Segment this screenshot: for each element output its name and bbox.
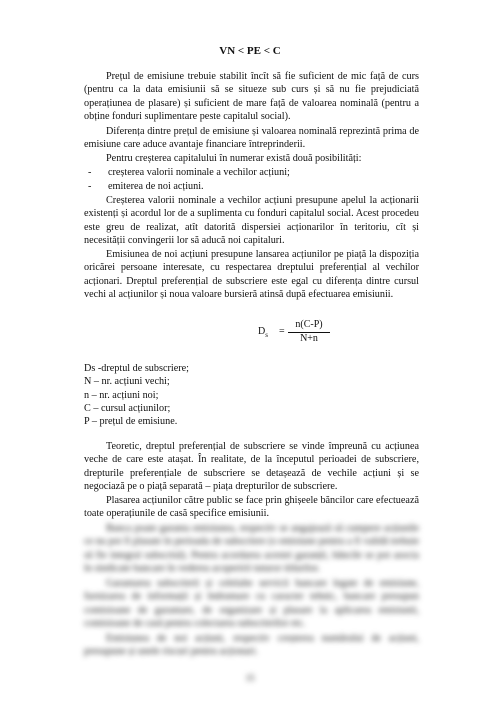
blurred-paragraph: Emisiunea de noi acțiuni, respectiv creșterea numărului de acțiuni, presupune și unele riscuri pentru acționari. — [84, 633, 419, 658]
paragraph-new-shares: Emisiunea de noi acțiuni presupune lansarea acțiunilor pe piață la dispoziția oricărei persoane interesate, cu respectarea dreptului preferențial al vechilor acționari. Dreptul preferențial de subscriere este egal cu diferența dintre cursul vechi al acțiunilor și noua valoare bursieră atinsă după efectuarea emisiunii. — [84, 249, 419, 301]
formula-legend — [84, 362, 189, 428]
list-item-text: emiterea de noi acțiuni. — [108, 181, 204, 192]
paragraph-theoretical: Teoretic, dreptul preferențial de subscriere se vinde împreună cu acțiunea veche de care este atașat. În realitate, de la începutul perioadei de subscriere, drepturile preferențiale de subscriere se detașează de vechile acțiuni și se negociază pe o piață separată – piața drepturilor de subscriere. — [84, 441, 419, 493]
paragraph-issue-price: Prețul de emisiune trebuie stabilit încît să fie suficient de mic față de curs (pentru ca la data emisiunii să se situeze sub curs și să nu fie prejudiciată operațiunea de plasare) și suficient de mare față de valoarea nominală (pentru a obține fonduri suplimentare peste capitalul social). — [84, 71, 419, 123]
paragraph-nominal-value: Creșterea valorii nominale a vechilor acțiuni presupune apelul la acționarii existenți și acordul lor de a suplimenta cu fonduri capitalul social. Acest procedeu este greu de realizat, atît datorită dispersiei acționarilor în teritoriu, cît și necesității convingerii lor să aducă noi capitaluri. — [84, 195, 419, 247]
legend-item: Ds -dreptul de subscriere; — [84, 363, 189, 374]
page-number: 15 — [245, 673, 255, 683]
legend-item: N – nr. acțiuni vechi; — [84, 376, 170, 388]
paragraph-placement: Plasarea acțiunilor către public se face prin ghișeele băncilor care efectuează toate operațiunile de casă specifice emisiunii. — [84, 495, 419, 520]
bullet-dash: - — [88, 167, 92, 178]
formula-heading: VN < PE < C — [219, 45, 281, 57]
blurred-paragraph: Garantarea subscrierii și celelalte servicii bancare legate de emisiune, furnizarea de informații și îndrumare cu caracter tehnic, bancare presupun comisioane de garantare, de organizare și plasare la aplicarea emisiunii, comisioane de casă pentru colectarea subscrierilor etc. — [84, 578, 419, 630]
legend-item: C – cursul acțiunilor; — [84, 402, 171, 414]
formula-lhs: $D_s$ — [258, 326, 268, 339]
formula-numerator: n(C-P) — [288, 319, 330, 333]
list-item-text: creșterea valorii nominale a vechilor acțiuni; — [108, 167, 290, 178]
formula-fraction — [288, 319, 330, 345]
bullet-dash: - — [88, 181, 92, 192]
legend-item: n – nr. acțiuni noi; — [84, 389, 159, 401]
formula-equals: = — [279, 326, 285, 337]
paragraph-possibilities: Pentru creșterea capitalului în numerar există două posibilități: — [106, 153, 362, 164]
formula-denominator: N+n — [300, 333, 318, 344]
paragraph-premium: Diferența dintre prețul de emisiune și valoarea nominală reprezintă prima de emisiune care aduce avantaje financiare întreprinderii. — [84, 126, 419, 151]
blurred-paragraph: Banca poate garanta emisiunea, respectiv se angajează să cumpere acțiunile ce nu pot fi plasate în perioada de subscriere (o emisiune pentru a fi validă trebuie să fie integral subscrisă). Pentru acordarea acestei garanții, băncile se pot asocia în sindicate bancare în vederea acoperirii tuturor titlurilor. — [84, 523, 419, 575]
legend-item: P – prețul de emisiune. — [84, 416, 178, 428]
